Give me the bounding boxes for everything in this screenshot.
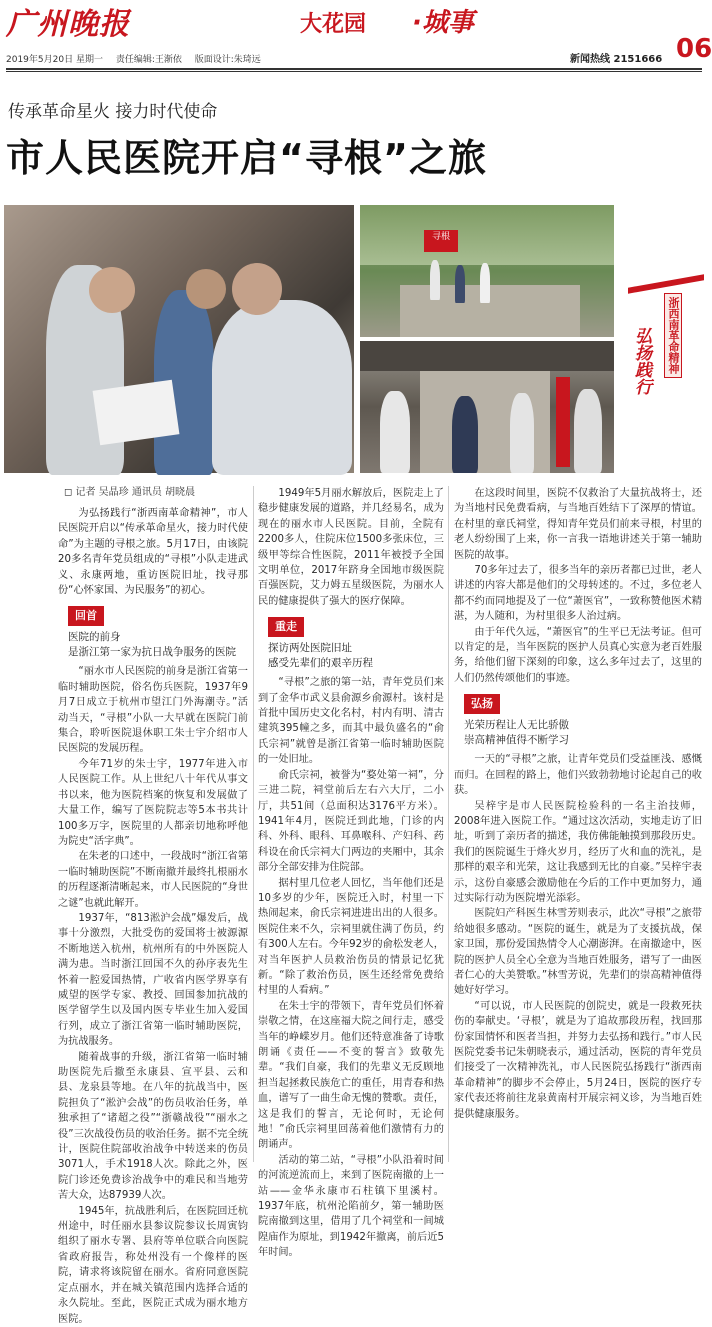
paragraph: 吴梓宇是市人民医院检验科的一名主治技师，2008年进入医院工作。“通过这次活动，实地走访了旧址，听到了亲历者的描述，我仿佛能触摸到那段历史。我们的医院诞生于烽火岁月，经历了火和血的洗礼，是那样的艰辛和光荣，这让我感到无比的自豪。”吴梓宇表示，这份自豪感会激励他在今后的工作中更加努力，通过实际行动为医院增光添彩。 bbox=[454, 800, 702, 904]
column-2 bbox=[258, 486, 444, 1259]
photo-village-path bbox=[360, 205, 614, 337]
section-name-suffix: ·城事 bbox=[412, 8, 474, 38]
column-1 bbox=[58, 506, 248, 1325]
photo-path bbox=[400, 285, 580, 337]
paragraph: 1945年，抗战胜利后，在医院回迁杭州途中，时任丽水县参议院参议长周寅钧组织了丽水专署、县府等单位联合向医院省政府报告，称处州没有一个像样的医院，请求将该院留在丽水。省府同意医院定点丽水，并在城关镇范围内选择合适的永久院址。至此，医院正式成为丽水地方医院。 bbox=[58, 1205, 248, 1325]
paragraph: 1937年，“813淞沪会战”爆发后，战事十分激烈，大批受伤的爱国将士被源源不断地送入杭州，杭州所有的中外医院人满为患。当时浙江回国不久的孙序表先生怀着一腔爱国热情，广收省内医学界享有威望的医学专家、教授、回国参加抗战的医学留学生以及国内医专毕业生加入爱国行列，成立了浙江省第一临时辅助医院，为抗战服务。 bbox=[58, 912, 248, 1048]
article-headline: 市人民医院开启“寻根”之旅 bbox=[6, 136, 487, 180]
section-subhead-line: 光荣历程让人无比骄傲 bbox=[464, 719, 569, 732]
paragraph: 医院妇产科医生林雪芳则表示，此次“寻根”之旅带给她很多感动。“医院的诞生，就是为了支援抗战，保家卫国，那份爱国热情令人心潮澎湃。在南撤途中，医院的医护人员全心全意为当地百姓服务，谱写了一曲医者仁心的大美赞歌。”林雪芳说，先辈们的崇高精神值得她好好学习。 bbox=[454, 908, 702, 997]
designer-credit: 版面设计:朱琦远 bbox=[194, 55, 261, 65]
seal-calligraphy: 弘扬践行 bbox=[631, 327, 651, 395]
paragraph: 据村里几位老人回忆，当年他们还是10多岁的少年，医院迁入时，村里一下热闹起来，俞氏宗祠进进出出的人很多。医院住来不久，宗祠里就住满了伤员，约有300人左右。今年92岁的俞松发老人，对当年医护人员救治伤员的情景记忆犹新。“除了救治伤员，医生还经常免费给村里的人看病。” bbox=[258, 877, 444, 997]
column-rule bbox=[253, 486, 254, 1162]
paragraph: 活动的第二站，“寻根”小队沿着时间的河流逆流而上，来到了医院南撤的上一站——金华永康市石柱镇下里溪村。1937年底，杭州沦陷前夕，第一辅助医院南撤到这里，借用了几个祠堂和一间城隍庙作为原址，到1942年撤离，前后近5年时间。 bbox=[258, 1154, 444, 1259]
seal-motto: 浙西南革命精神 bbox=[664, 293, 682, 378]
issue-meta bbox=[6, 54, 666, 66]
paragraph: 1949年5月丽水解放后，医院走上了稳步健康发展的道路，并几经易名，成为现在的丽水市人民医院。目前，全院有2200多人，住院床位1500多张床位，三级甲等综合性医院，2011年被授予全国文明单位，2017年跻身全国地市级医院百强医院，艾力姆五星级医院，为丽水人民的健康提供了强大的医疗保障。 bbox=[258, 488, 444, 607]
photo-person bbox=[510, 393, 534, 473]
article-kicker: 传承革命星火 接力时代使命 bbox=[8, 102, 218, 122]
section-name: 大花园 bbox=[300, 12, 367, 37]
slogan-seal bbox=[618, 275, 706, 455]
paragraph: “可以说，市人民医院的创院史，就是一段救死扶伤的奉献史。‘寻根’，就是为了追故那段历程，找回那份家国情怀和医者当担，并努力去弘扬和践行。”市人民医院党委书记朱朝晓表示，通过活动，医院的青年党员们接受了一次精神洗礼，市人民医院弘扬践行“浙西南革命精神”的脚步不会停止，5月24日，医院的医疗专家代表还将前往龙泉黄南村开展宗祠义诊，为当地百姓提供健康服务。 bbox=[454, 1000, 702, 1120]
photo-person bbox=[430, 260, 440, 300]
paragraph: 在朱老的口述中，一段战时“浙江省第一临时辅助医院”不断南撤并最终扎根丽水的历程逐渐清晰起来，市人民医院的“身世之谜”也就此解开。 bbox=[58, 851, 248, 909]
photo-red-flag bbox=[556, 377, 570, 467]
photo-person bbox=[212, 300, 352, 475]
paragraph: 70多年过去了，很多当年的亲历者都已过世，老人讲述的内容大都是他们的父母转述的。不过，多位老人都不约而同地提及了一位“萧医官”，一致称赞他医术精湛，为人随和，为村里很多人治过病。 bbox=[454, 565, 702, 623]
page-number: 06 bbox=[676, 34, 712, 64]
editor-credit: 责任编辑:王渐依 bbox=[115, 55, 182, 65]
section-tag-hongyang: 弘扬 bbox=[464, 694, 500, 714]
news-hotline bbox=[570, 54, 662, 66]
paragraph: 一天的“寻根”之旅，让青年党员们受益匪浅、感慨而归。在回程的路上，他们兴致勃勃地讨论起自己的收获。 bbox=[454, 754, 702, 797]
seal-roof bbox=[628, 274, 704, 293]
photo-roof bbox=[360, 341, 614, 371]
hotline-number: 2151666 bbox=[613, 54, 663, 65]
photo-trees bbox=[360, 205, 614, 265]
masthead-rule-thin bbox=[6, 71, 702, 72]
section-subhead bbox=[454, 718, 702, 748]
section-subhead-line: 医院的前身 bbox=[68, 631, 121, 644]
column-3 bbox=[454, 486, 702, 1162]
photo-person bbox=[455, 265, 465, 303]
photo-person-head bbox=[232, 263, 282, 315]
article-byline: ◻ 记者 吴晶珍 通讯员 胡晓晨 bbox=[64, 487, 196, 498]
paragraph: “丽水市人民医院的前身是浙江省第一临时辅助医院，俗名伤兵医院，1937年9月7日成立于杭州市望江门外海潮寺。”活动当天，“寻根”小队一大早就在医院门前集合，聆听医院退休职工朱士宇介绍市人民医院的发展历程。 bbox=[58, 666, 248, 755]
section-subhead bbox=[258, 641, 444, 671]
paragraph: 今年71岁的朱士宇，1977年进入市人民医院工作。从上世纪八十年代从事文书以来，他为医院档案的恢复和发展做了大量工作，编写了医院院志等5本书共计100多万字，医院里的人都亲切地称呼他为院史“活字典”。 bbox=[58, 758, 248, 847]
section-subhead bbox=[58, 630, 248, 660]
photo-person bbox=[480, 263, 490, 303]
section-subhead-line: 探访两处医院旧址 bbox=[268, 642, 352, 655]
paragraph: “寻根”之旅的第一站，青年党员们来到了金华市武义县俞源乡俞源村。该村是首批中国历史文化名村，村内有明、清古建筑395幢之多，而其中最负盛名的“俞氏宗祠”就曾是浙江省第一临时辅助医院的一处旧址。 bbox=[258, 677, 444, 766]
photo-document bbox=[93, 380, 180, 446]
photo-ancestral-hall bbox=[360, 341, 614, 473]
newspaper-logo: 广州晚报 bbox=[6, 7, 130, 42]
column-rule bbox=[448, 486, 449, 1162]
section-tag-chongzou: 重走 bbox=[268, 617, 304, 637]
masthead-rule bbox=[6, 68, 702, 70]
hotline-label: 新闻热线 bbox=[570, 54, 610, 65]
paragraph: 在这段时间里，医院不仅救治了大量抗战将士，还为当地村民免费看病，与当地百姓结下了深厚的情谊。在村里的章氏祠堂，得知青年党员们前来寻根，村里的老人纷纷围了上来，你一言我一语地讲述关于第一辅助医院的故事。 bbox=[454, 488, 702, 561]
paragraph: 由于年代久远，“萧医官”的生平已无法考证。但可以肯定的是，当年医院的医护人员真心实意为老百姓服务，给他们留下深刻的印象，这么多年过去了，这里的人们仍然传颂他们的事迹。 bbox=[454, 626, 702, 684]
photo-person bbox=[452, 396, 478, 473]
paragraph: 随着战事的升级，浙江省第一临时辅助医院先后撤至永康县、宣平县、云和县、龙泉县等地。在八年的抗战当中，医院担负了“淞沪会战”的伤员收治任务，单独承担了“诸超之役”“浙赣战役”“丽水之役”三次战役伤员的收治任务。据不完全统计，医院住院部收治战争中转送来的伤员3071人，手术1918人次。除此之外，医院门诊还免费诊治战争中的难民和当地劳苦大众，达87939人次。 bbox=[58, 1051, 248, 1202]
photo-person-head bbox=[186, 269, 226, 309]
section-subhead-line: 感受先辈们的艰辛历程 bbox=[268, 657, 373, 670]
issue-date: 2019年5月20日 星期一 bbox=[6, 55, 103, 65]
section-tag-huishou: 回首 bbox=[68, 606, 104, 626]
section-subhead-line: 崇高精神值得不断学习 bbox=[464, 734, 569, 747]
photo-person bbox=[574, 389, 602, 473]
main-photo bbox=[4, 205, 354, 473]
paragraph: 在朱士宇的带领下，青年党员们怀着崇敬之情，在这座福大院之间行走，感受当年的峥嵘岁月。他们还特意准备了诗歌朗诵《责任——不变的誓言》致敬先辈。“我们自豪，我们的先辈义无反顾地担当起拯救民族危亡的重任，用青春和热血，谱写了一曲生命无愧的赞歌。责任，这是我们的誓言，无论何时，无论何地！”俞氏宗祠里回荡着他们激情有力的朗诵声。 bbox=[258, 1000, 444, 1151]
photo-person-head bbox=[89, 267, 135, 313]
paragraph: 俞氏宗祠，被誉为“婺处第一祠”，分三进二院，祠堂前后左右六大厅，二小厅，共51间（总面积达3176平方米）。1941年4月，医院迁到此地，门诊的内科、外科、眼科、耳鼻喉科、产妇科、药科设在俞氏宗祠大门两边的夹厢中，其余部分全部安排为住院部。 bbox=[258, 769, 444, 874]
photo-person bbox=[380, 391, 410, 473]
photo-banner: 寻根 bbox=[424, 230, 458, 252]
section-subhead-line: 是浙江第一家为抗日战争服务的医院 bbox=[68, 646, 236, 659]
article-lead: 为弘扬践行“浙西南革命精神”，市人民医院开启以“传承革命星火，接力时代使命”为主题的寻根之旅。5月17日，由该院20多名青年党员组成的“寻根”小队走进武义、永康两地，重访医院旧址，找寻那份“心怀家国、为民服务”的初心。 bbox=[58, 508, 248, 597]
